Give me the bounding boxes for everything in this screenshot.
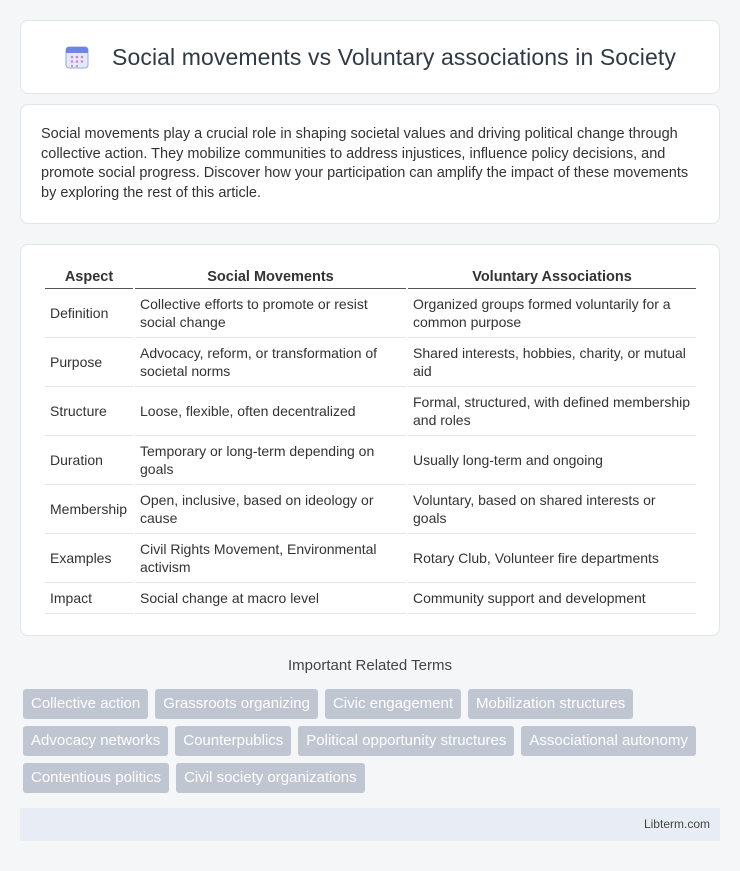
related-term-tag[interactable]: Counterpublics [175,726,291,756]
cell-social-movements: Open, inclusive, based on ideology or cause [135,485,406,534]
cell-aspect: Membership [45,485,133,534]
cell-social-movements: Temporary or long-term depending on goals [135,436,406,485]
related-term-tag[interactable]: Mobilization structures [468,689,633,719]
related-term-tag[interactable]: Advocacy networks [23,726,168,756]
cell-voluntary-associations: Rotary Club, Volunteer fire departments [408,534,696,583]
header-card [20,20,720,94]
cell-voluntary-associations: Community support and development [408,583,696,614]
cell-aspect: Duration [45,436,133,485]
table-row [45,583,696,614]
cell-aspect: Purpose [45,338,133,387]
column-header-voluntary-associations: Voluntary Associations [408,265,696,289]
related-term-tag[interactable]: Civil society organizations [176,763,365,793]
related-term-tag[interactable]: Grassroots organizing [155,689,318,719]
table-row [45,436,696,485]
cell-aspect: Examples [45,534,133,583]
cell-social-movements: Social change at macro level [135,583,406,614]
related-term-tag[interactable]: Associational autonomy [521,726,695,756]
related-term-tag[interactable]: Collective action [23,689,148,719]
cell-voluntary-associations: Organized groups formed voluntarily for a common purpose [408,289,696,338]
cell-voluntary-associations: Usually long-term and ongoing [408,436,696,485]
cell-social-movements: Advocacy, reform, or transformation of societal norms [135,338,406,387]
cell-aspect: Definition [45,289,133,338]
related-term-tag[interactable]: Contentious politics [23,763,169,793]
cell-aspect: Structure [45,387,133,436]
cell-voluntary-associations: Voluntary, based on shared interests or goals [408,485,696,534]
cell-voluntary-associations: Formal, structured, with defined membership and roles [408,387,696,436]
footer [20,808,720,841]
column-header-aspect: Aspect [45,265,133,289]
cell-social-movements: Collective efforts to promote or resist social change [135,289,406,338]
cell-social-movements: Civil Rights Movement, Environmental activism [135,534,406,583]
table-header-row [45,265,696,289]
table-row [45,485,696,534]
column-header-social-movements: Social Movements [135,265,406,289]
related-term-tag[interactable]: Political opportunity structures [298,726,514,756]
page-title: Social movements vs Voluntary associations in Society [112,43,676,70]
related-terms-list [23,689,723,793]
cell-aspect: Impact [45,583,133,614]
intro-text: Social movements play a crucial role in shaping societal values and driving political change through collective action. They mobilize communities to address injustices, influence policy decisions, and promote social progress. Discover how your participation can amplify the impact of these movements by exploring the rest of this article. [41,126,689,201]
table-row [45,289,696,338]
cell-social-movements: Loose, flexible, often decentralized [135,387,406,436]
comparison-table [43,265,698,614]
table-row [45,387,696,436]
calendar-icon [64,44,90,70]
table-row [45,534,696,583]
related-terms-heading: Important Related Terms [288,657,452,674]
table-row [45,338,696,387]
comparison-table-card [20,244,720,636]
related-term-tag[interactable]: Civic engagement [325,689,461,719]
intro-card [20,104,720,224]
footer-site-link[interactable]: Libterm.com [643,817,710,831]
cell-voluntary-associations: Shared interests, hobbies, charity, or mutual aid [408,338,696,387]
